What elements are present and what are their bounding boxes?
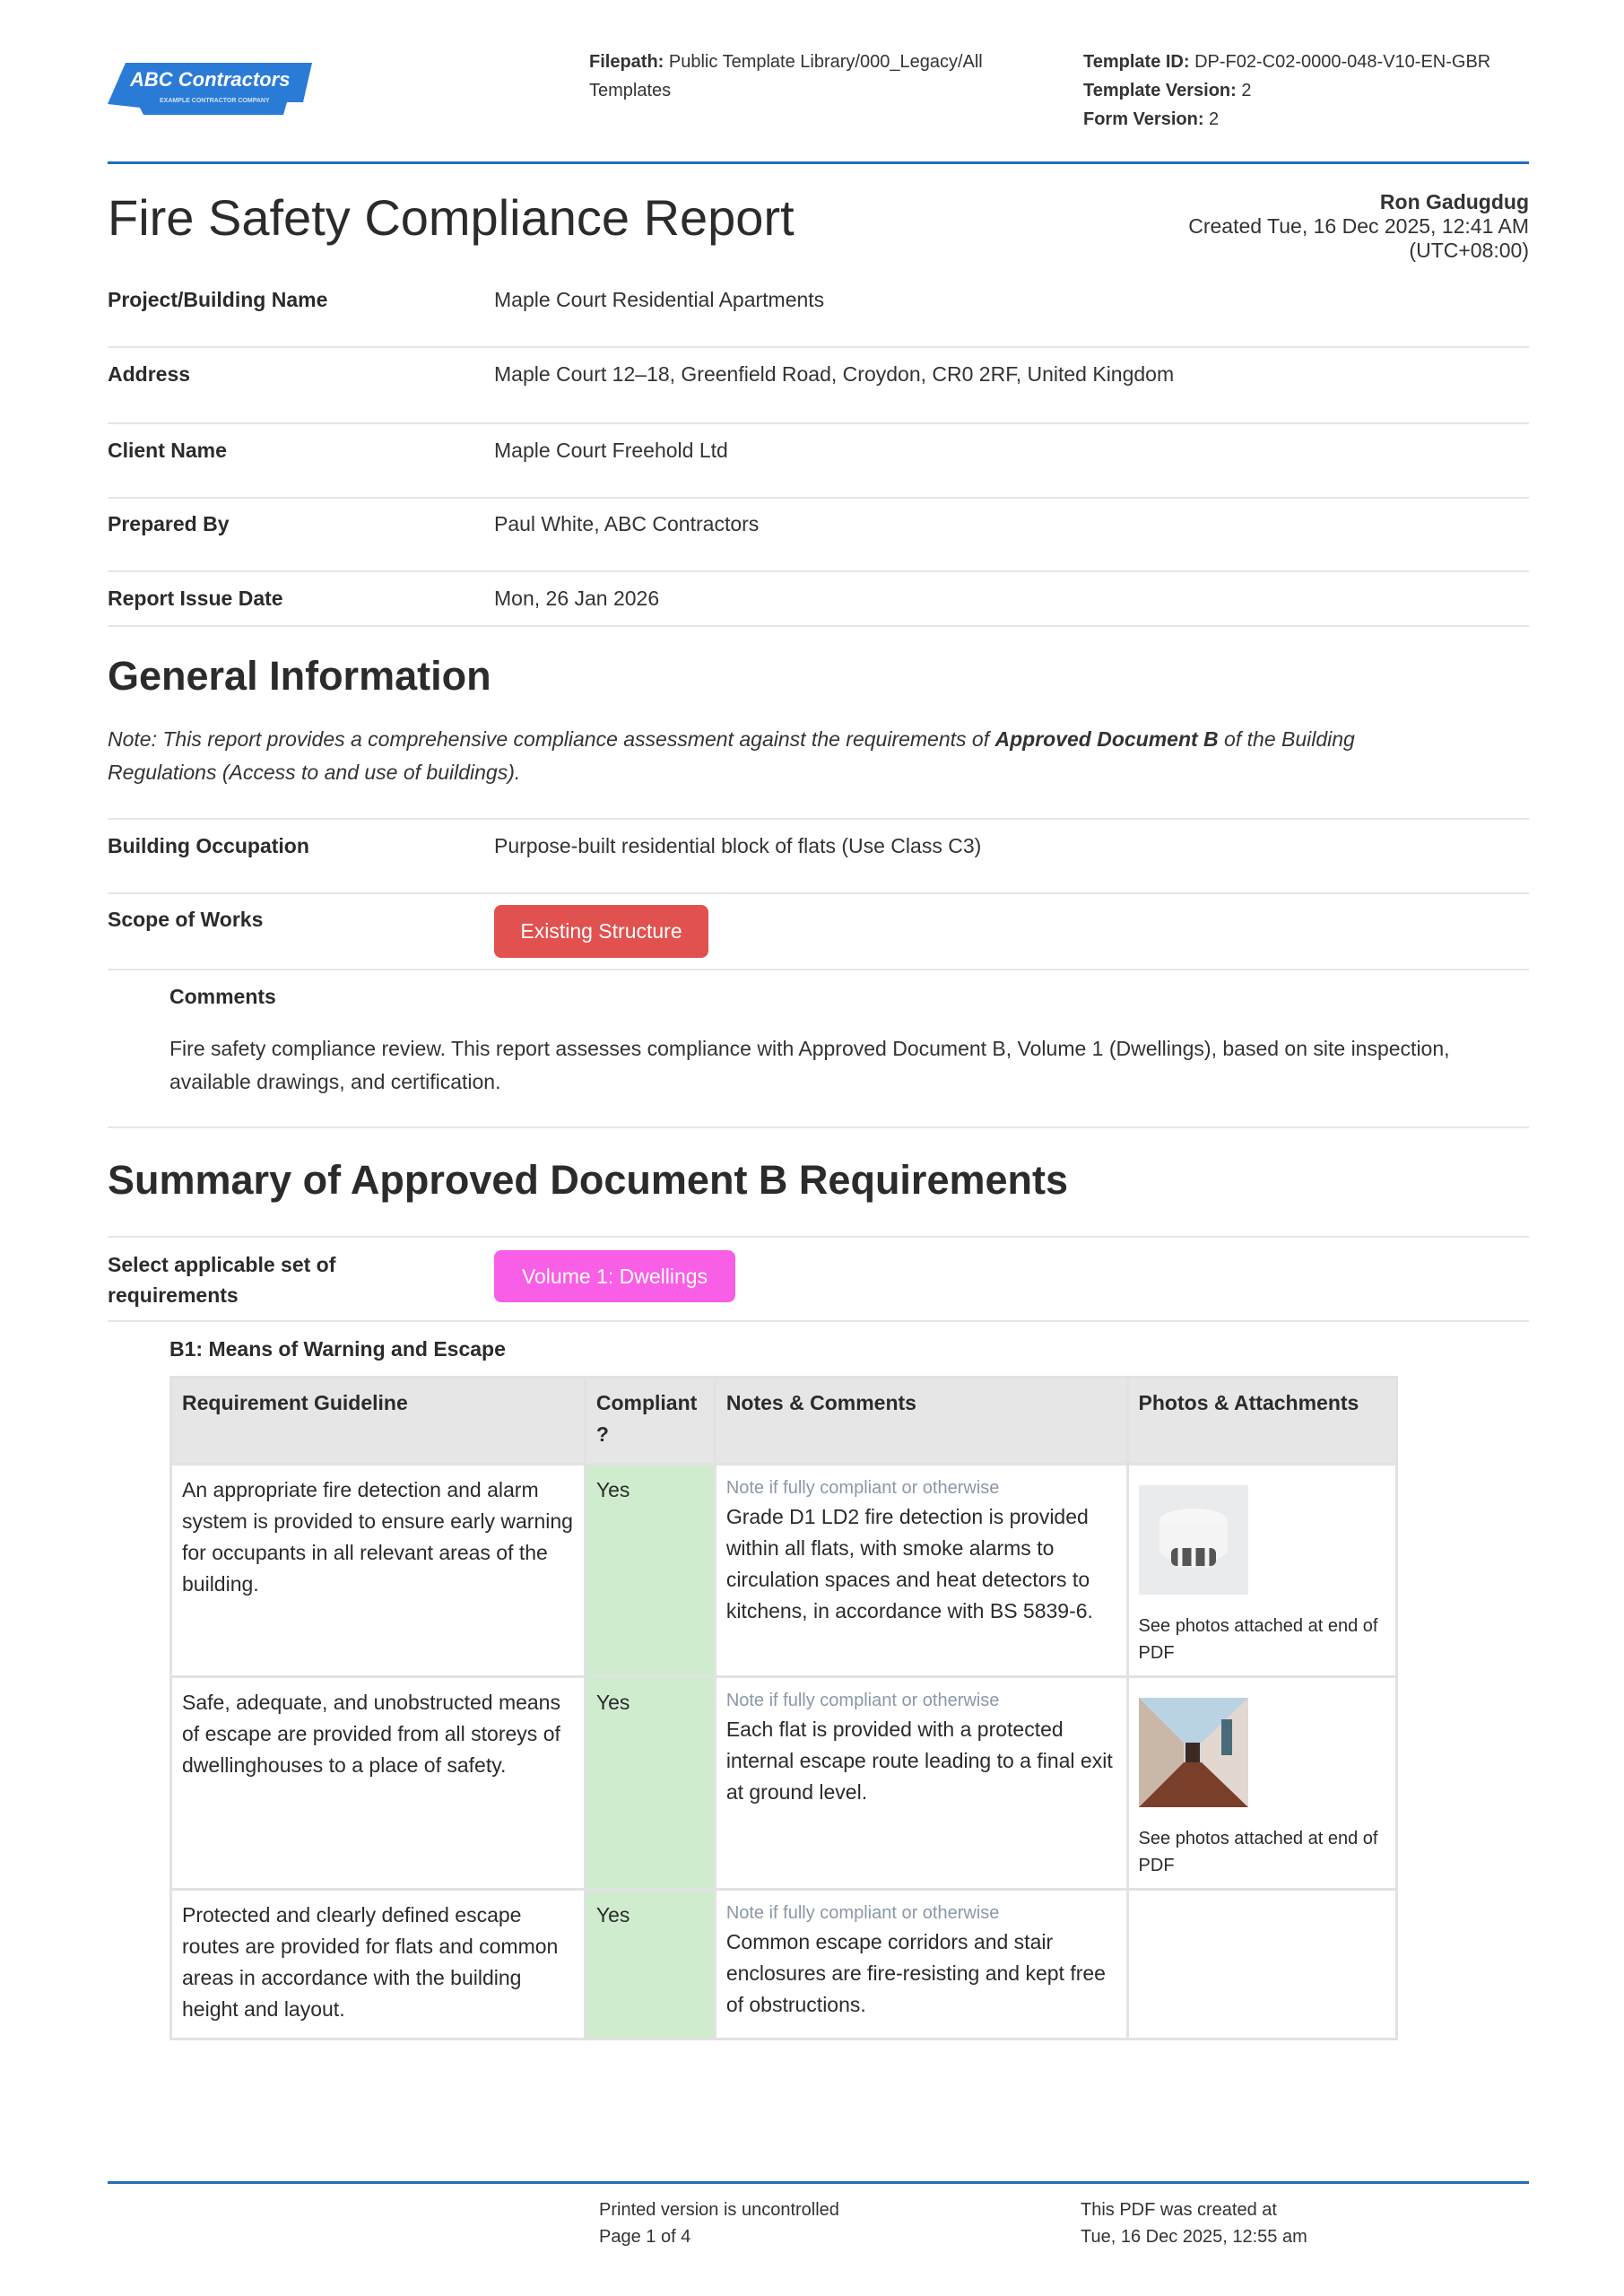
comments-label: Comments (169, 985, 276, 1008)
detail-value: Mon, 26 Jan 2026 (494, 587, 660, 610)
occupation-label: Building Occupation (108, 834, 309, 857)
table-row (171, 1465, 1397, 1677)
detail-label: Report Issue Date (108, 587, 283, 610)
compliant-cell: Yes (585, 1677, 715, 1890)
footer-left: Printed version is uncontrolled Page 1 of 4 (599, 2200, 839, 2247)
divider (108, 625, 1529, 627)
comments-text: Fire safety compliance review. This report assesses compliance with Approved Document B, Volume 1 (Dwellings), based on site inspection, available drawings, and certification. (169, 1037, 1450, 1093)
photos-cell: See photos attached at end of PDF (1127, 1677, 1396, 1890)
report-meta: Ron Gadugdug Created Tue, 16 Dec 2025, 12:41 AM (UTC+08:00) (1188, 190, 1529, 262)
detail-label: Address (108, 362, 191, 386)
divider (108, 1320, 1529, 1322)
svg-text:ABC Contractors: ABC Contractors (130, 68, 291, 91)
divider (108, 892, 1529, 894)
divider (108, 1126, 1529, 1128)
table-row (171, 1890, 1397, 2039)
detail-value: Maple Court Freehold Ltd (494, 439, 728, 462)
general-note: Note: This report provides a comprehensive compliance assessment against the requirements of Approved Document B of the Building Regulations (Access to and use of buildings). (108, 727, 1355, 784)
select-label: Select applicable set of requirements (108, 1253, 336, 1307)
detail-label: Prepared By (108, 512, 230, 535)
divider (108, 570, 1529, 572)
subsection-label: B1: Means of Warning and Escape (169, 1337, 506, 1361)
divider (108, 1236, 1529, 1238)
notes-cell: Note if fully compliant or otherwise Each flat is provided with a protected internal escape route leading to a final exit at ground level. (715, 1677, 1127, 1890)
compliant-cell: Yes (585, 1465, 715, 1677)
divider (108, 346, 1529, 348)
table-row (171, 1677, 1397, 1890)
column-header: Notes & Comments (715, 1378, 1127, 1465)
requirement-cell: Safe, adequate, and unobstructed means of escape are provided from all storeys of dwellinghouses to a place of safety. (171, 1677, 586, 1890)
header-divider (108, 161, 1529, 164)
filepath: Filepath: Public Template Library/000_Legacy/All Templates (589, 52, 983, 100)
section-heading: General Information (108, 653, 491, 699)
notes-cell: Note if fully compliant or otherwise Grade D1 LD2 fire detection is provided within all flats, with smoke alarms to circulation spaces and heat detectors to kitchens, in accordance with BS 5839-6. (715, 1465, 1127, 1677)
company-logo (108, 59, 312, 118)
detail-value: Maple Court 12–18, Greenfield Road, Croydon, CR0 2RF, United Kingdom (494, 362, 1175, 386)
divider (108, 818, 1529, 820)
compliant-cell: Yes (585, 1890, 715, 2039)
page-title: Fire Safety Compliance Report (108, 189, 795, 246)
divider (108, 497, 1529, 499)
section-heading: Summary of Approved Document B Requirements (108, 1157, 1069, 1203)
occupation-value: Purpose-built residential block of flats (Use Class C3) (494, 834, 982, 857)
photos-cell: See photos attached at end of PDF (1127, 1465, 1396, 1677)
table-header (171, 1378, 1397, 1465)
column-header: Compliant ? (585, 1378, 715, 1465)
column-header: Photos & Attachments (1127, 1378, 1396, 1465)
footer-divider (108, 2181, 1529, 2184)
detail-value: Maple Court Residential Apartments (494, 288, 825, 311)
scope-label: Scope of Works (108, 908, 264, 931)
requirement-cell: Protected and clearly defined escape routes are provided for flats and common areas in accordance with the building height and layout. (171, 1890, 586, 2039)
column-header: Requirement Guideline (171, 1378, 586, 1465)
requirement-cell: An appropriate fire detection and alarm system is provided to ensure early warning for occupants in all relevant areas of the building. (171, 1465, 586, 1677)
notes-cell: Note if fully compliant or otherwise Common escape corridors and stair enclosures are fire-resisting and kept free of obstructions. (715, 1890, 1127, 2039)
footer-right: This PDF was created at Tue, 16 Dec 2025, 12:55 am (1081, 2200, 1307, 2247)
requirements-table (169, 1376, 1398, 2040)
divider (108, 422, 1529, 424)
detail-label: Client Name (108, 439, 227, 462)
corridor-photo[interactable] (1139, 1698, 1248, 1807)
photos-cell (1127, 1890, 1396, 2039)
svg-text:EXAMPLE CONTRACTOR COMPANY: EXAMPLE CONTRACTOR COMPANY (160, 98, 270, 104)
template-info: Template ID: DP-F02-C02-0000-048-V10-EN-GBR Template Version: 2 Form Version: 2 (1083, 52, 1491, 129)
detail-label: Project/Building Name (108, 288, 328, 311)
scope-badge: Existing Structure (494, 905, 708, 958)
volume-badge[interactable]: Volume 1: Dwellings (494, 1250, 735, 1302)
detail-value: Paul White, ABC Contractors (494, 512, 760, 535)
divider (108, 969, 1529, 970)
smoke-detector-photo[interactable] (1139, 1485, 1248, 1595)
